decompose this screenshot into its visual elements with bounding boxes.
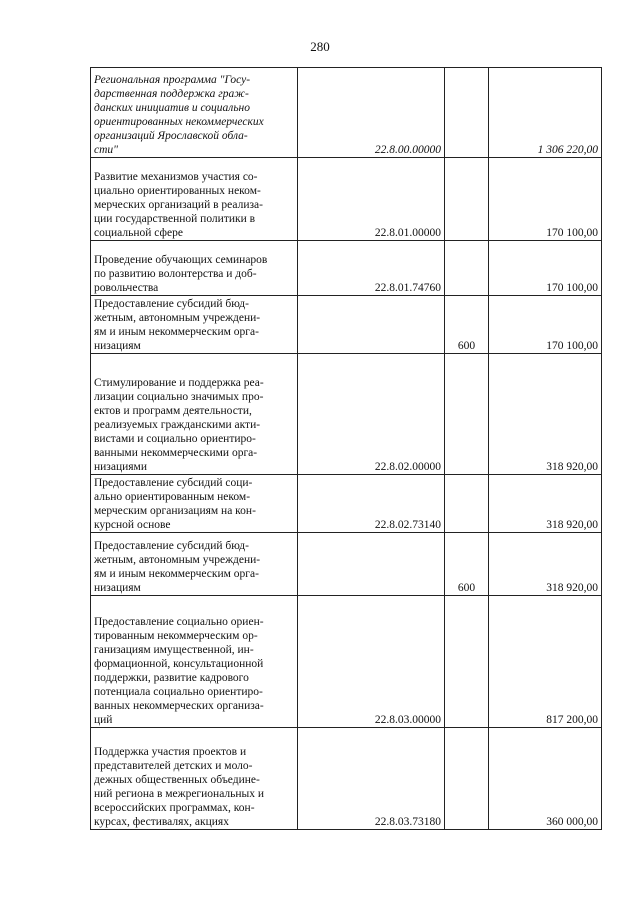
cell-name-line: ектов и программ деятельности, <box>94 405 252 417</box>
cell-name <box>91 596 298 728</box>
cell-name-line: Предоставление социально ориен- <box>94 616 264 628</box>
cell-name-line: циально ориентированных неком- <box>94 185 261 197</box>
cell-name-line: Предоставление субсидий бюд- <box>94 298 249 310</box>
cell-name-line: вистами и социально ориентиро- <box>94 433 256 445</box>
cell-amount: 318 920,00 <box>489 475 602 533</box>
cell-name-line: Предоставление субсидий бюд- <box>94 540 249 552</box>
cell-name-line: поддержки, развитие кадрового <box>94 672 249 684</box>
cell-name <box>91 728 298 830</box>
budget-table-body <box>91 68 602 830</box>
cell-name-line: реализуемых гражданскими акти- <box>94 419 261 431</box>
cell-name-line: организаций Ярославской обла- <box>94 130 248 142</box>
cell-name-line: ально ориентированным неком- <box>94 491 251 503</box>
cell-name-line: ганизациям имущественной, ин- <box>94 644 254 656</box>
cell-amount: 817 200,00 <box>489 596 602 728</box>
table-row <box>91 241 602 296</box>
cell-name-line: потенциала социально ориентиро- <box>94 686 263 698</box>
cell-expense-type <box>445 475 489 533</box>
cell-amount: 318 920,00 <box>489 533 602 596</box>
cell-code: 22.8.02.73140 <box>298 475 445 533</box>
cell-name-line: всероссийских программах, кон- <box>94 802 255 814</box>
cell-name-line: Предоставление субсидий соци- <box>94 477 253 489</box>
cell-name <box>91 68 298 158</box>
cell-name <box>91 241 298 296</box>
cell-name-line: низациям <box>94 340 141 352</box>
table-row <box>91 533 602 596</box>
cell-name-line: ний региона в межрегиональных и <box>94 788 265 800</box>
cell-expense-type <box>445 596 489 728</box>
cell-expense-type <box>445 158 489 241</box>
cell-expense-type: 600 <box>445 296 489 354</box>
cell-name-line: дежных общественных объедине- <box>94 774 260 786</box>
cell-code: 22.8.02.00000 <box>298 354 445 475</box>
cell-code <box>298 296 445 354</box>
cell-name-line: дарственная поддержка граж- <box>94 88 249 100</box>
table-row <box>91 354 602 475</box>
cell-name-line: низациями <box>94 461 147 473</box>
cell-code: 22.8.03.73180 <box>298 728 445 830</box>
cell-name <box>91 296 298 354</box>
cell-expense-type <box>445 241 489 296</box>
table-row <box>91 296 602 354</box>
cell-name-line: социальной сфере <box>94 227 183 239</box>
cell-name-line: жетным, автономным учреждени- <box>94 312 261 324</box>
cell-name-line: мерческих организаций в реализа- <box>94 199 263 211</box>
cell-name <box>91 475 298 533</box>
cell-name-line: по развитию волонтерства и доб- <box>94 268 257 280</box>
cell-name-line: ориентированных некоммерческих <box>94 116 264 128</box>
table-row <box>91 728 602 830</box>
cell-amount: 170 100,00 <box>489 296 602 354</box>
cell-name-line: Развитие механизмов участия со- <box>94 171 258 183</box>
cell-name-line: Поддержка участия проектов и <box>94 746 247 758</box>
cell-expense-type <box>445 728 489 830</box>
table-row <box>91 475 602 533</box>
budget-table <box>90 67 602 830</box>
cell-amount: 1 306 220,00 <box>489 68 602 158</box>
cell-name-line: ций <box>94 714 113 726</box>
cell-name-line: ям и иным некоммерческим орга- <box>94 326 259 338</box>
cell-expense-type <box>445 68 489 158</box>
cell-name-line: мерческим организациям на кон- <box>94 505 256 517</box>
cell-name-line: ям и иным некоммерческим орга- <box>94 568 259 580</box>
cell-name <box>91 533 298 596</box>
table-row <box>91 68 602 158</box>
cell-name-line: формационной, консультационной <box>94 658 264 670</box>
cell-amount: 360 000,00 <box>489 728 602 830</box>
cell-name-line: курсах, фестивалях, акциях <box>94 816 229 828</box>
page-number: 280 <box>310 39 330 54</box>
cell-amount: 170 100,00 <box>489 241 602 296</box>
cell-name-line: Проведение обучающих семинаров <box>94 254 268 266</box>
cell-name-line: Стимулирование и поддержка реа- <box>94 377 264 389</box>
table-row <box>91 158 602 241</box>
cell-expense-type <box>445 354 489 475</box>
cell-name-line: данских инициатив и социально <box>94 102 251 114</box>
cell-name-line: курсной основе <box>94 519 171 531</box>
cell-code: 22.8.01.00000 <box>298 158 445 241</box>
cell-name-line: сти" <box>94 144 118 156</box>
cell-name-line: жетным, автономным учреждени- <box>94 554 261 566</box>
cell-name <box>91 354 298 475</box>
cell-name-line: низациям <box>94 582 141 594</box>
cell-code: 22.8.00.00000 <box>298 68 445 158</box>
cell-code: 22.8.01.74760 <box>298 241 445 296</box>
cell-name-line: ровольчества <box>94 282 159 294</box>
cell-code <box>298 533 445 596</box>
table-row <box>91 596 602 728</box>
cell-name-line: ции государственной политики в <box>94 213 256 225</box>
cell-amount: 318 920,00 <box>489 354 602 475</box>
cell-name-line: ванных некоммерческих организа- <box>94 700 264 712</box>
cell-code: 22.8.03.00000 <box>298 596 445 728</box>
cell-name-line: представителей детских и моло- <box>94 760 253 772</box>
cell-name-line: Региональная программа "Госу- <box>94 74 251 86</box>
cell-amount: 170 100,00 <box>489 158 602 241</box>
cell-expense-type: 600 <box>445 533 489 596</box>
cell-name-line: тированным некоммерческим ор- <box>94 630 258 642</box>
cell-name-line: лизации социально значимых про- <box>94 391 264 403</box>
cell-name-line: ванными некоммерческими орга- <box>94 447 258 459</box>
cell-name <box>91 158 298 241</box>
